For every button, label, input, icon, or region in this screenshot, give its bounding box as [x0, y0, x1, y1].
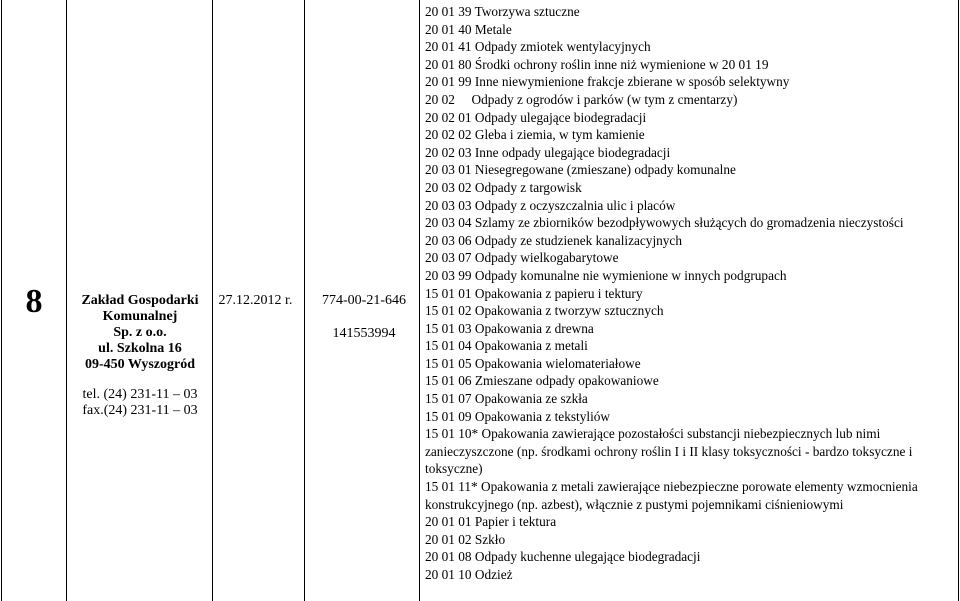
entry-date: 27.12.2012 r.	[218, 293, 293, 308]
waste-code-item: 20 01 10 Odzież	[425, 567, 513, 582]
row-number: 8	[25, 283, 43, 320]
waste-code-item: 20 01 39 Tworzywa sztuczne	[425, 4, 580, 19]
company-phone: tel. (24) 231-11 – 03	[82, 387, 198, 402]
waste-code-item: 20 02 02 Gleba i ziemia, w tym kamienie	[425, 127, 645, 143]
company-city: 09-450 Wyszogród	[84, 357, 196, 372]
waste-code-item: 20 01 80 Środki ochrony roślin inne niż wymienione w 20 01 19	[425, 56, 769, 72]
table-border-right	[958, 0, 959, 601]
waste-code-item: 15 01 10* Opakowania zawierające pozostałości substancji niebezpiecznych lub nimi zanieczyszczone (np. środkami ochrony roślin I i II klasy toksyczności - bardzo toksyczne i toksyczne)	[425, 426, 913, 477]
waste-code-item: 20 01 99 Inne niewymienione frakcje zbierane w sposób selektywny	[425, 74, 790, 90]
waste-code-item: 20 03 07 Odpady wielkogabarytowe	[425, 250, 619, 266]
company-name: Zakład Gospodarki	[81, 293, 199, 308]
waste-code-item: 15 01 07 Opakowania ze szkła	[425, 391, 588, 407]
waste-code-list	[425, 3, 955, 584]
company-identifiers	[314, 293, 414, 342]
waste-code-item: 20 01 41 Odpady zmiotek wentylacyjnych	[425, 39, 651, 55]
waste-code-item: 20 01 40 Metale	[425, 21, 512, 37]
waste-code-item: 15 01 01 Opakowania z papieru i tektury	[425, 285, 643, 301]
waste-code-item: 20 03 04 Szlamy ze zbiorników bezodpływowych służących do gromadzenia nieczystości	[425, 215, 904, 231]
waste-code-item: 20 01 02 Szkło	[425, 531, 506, 547]
waste-code-item: 15 01 04 Opakowania z metali	[425, 338, 588, 354]
regon-number: 141553994	[332, 326, 396, 341]
waste-code-item: 20 02 01 Odpady ulegające biodegradacji	[425, 109, 647, 125]
waste-code-item: 20 03 03 Odpady z oczyszczalnia ulic i placów	[425, 197, 676, 213]
waste-code-item: 20 02 03 Inne odpady ulegające biodegradacji	[425, 144, 671, 160]
company-legal-form: Sp. z o.o.	[113, 325, 167, 340]
waste-code-item: 15 01 09 Opakowania z tekstyliów	[425, 408, 611, 424]
waste-code-item: 15 01 02 Opakowania z tworzyw sztucznych	[425, 303, 664, 319]
waste-code-item: 20 03 02 Odpady z targowisk	[425, 179, 582, 195]
waste-code-item: 15 01 06 Zmieszane odpady opakowaniowe	[425, 373, 659, 389]
registration-number: 774-00-21-646	[322, 293, 406, 308]
company-street: ul. Szkolna 16	[98, 341, 182, 356]
company-info	[70, 293, 210, 419]
waste-code-item: 20 03 01 Niesegregowane (zmieszane) odpady komunalne	[425, 162, 736, 178]
column-divider	[419, 0, 420, 601]
column-divider	[66, 0, 67, 601]
waste-code-item: 15 01 05 Opakowania wielomateriałowe	[425, 355, 641, 371]
waste-code-item: 15 01 11* Opakowania z metali zawierające niebezpieczne porowate elementy wzmocnienia konstrukcyjnego (np. azbest), włącznie z pustymi pojemnikami ciśnieniowymi	[425, 479, 918, 512]
waste-code-item: 20 01 01 Papier i tektura	[425, 514, 557, 530]
waste-code-item: 20 03 06 Odpady ze studzienek kanalizacyjnych	[425, 232, 682, 248]
waste-code-item: 15 01 03 Opakowania z drewna	[425, 320, 594, 336]
waste-code-item: 20 03 99 Odpady komunalne nie wymienione w innych podgrupach	[425, 267, 787, 283]
waste-code-item: 20 01 08 Odpady kuchenne ulegające biodegradacji	[425, 549, 701, 565]
column-divider	[304, 0, 305, 601]
company-name: Komunalnej	[102, 309, 178, 324]
company-fax: fax.(24) 231-11 – 03	[82, 403, 198, 418]
waste-code-item: 20 02 Odpady z ogrodów i parków (w tym z cmentarzy)	[425, 91, 738, 107]
